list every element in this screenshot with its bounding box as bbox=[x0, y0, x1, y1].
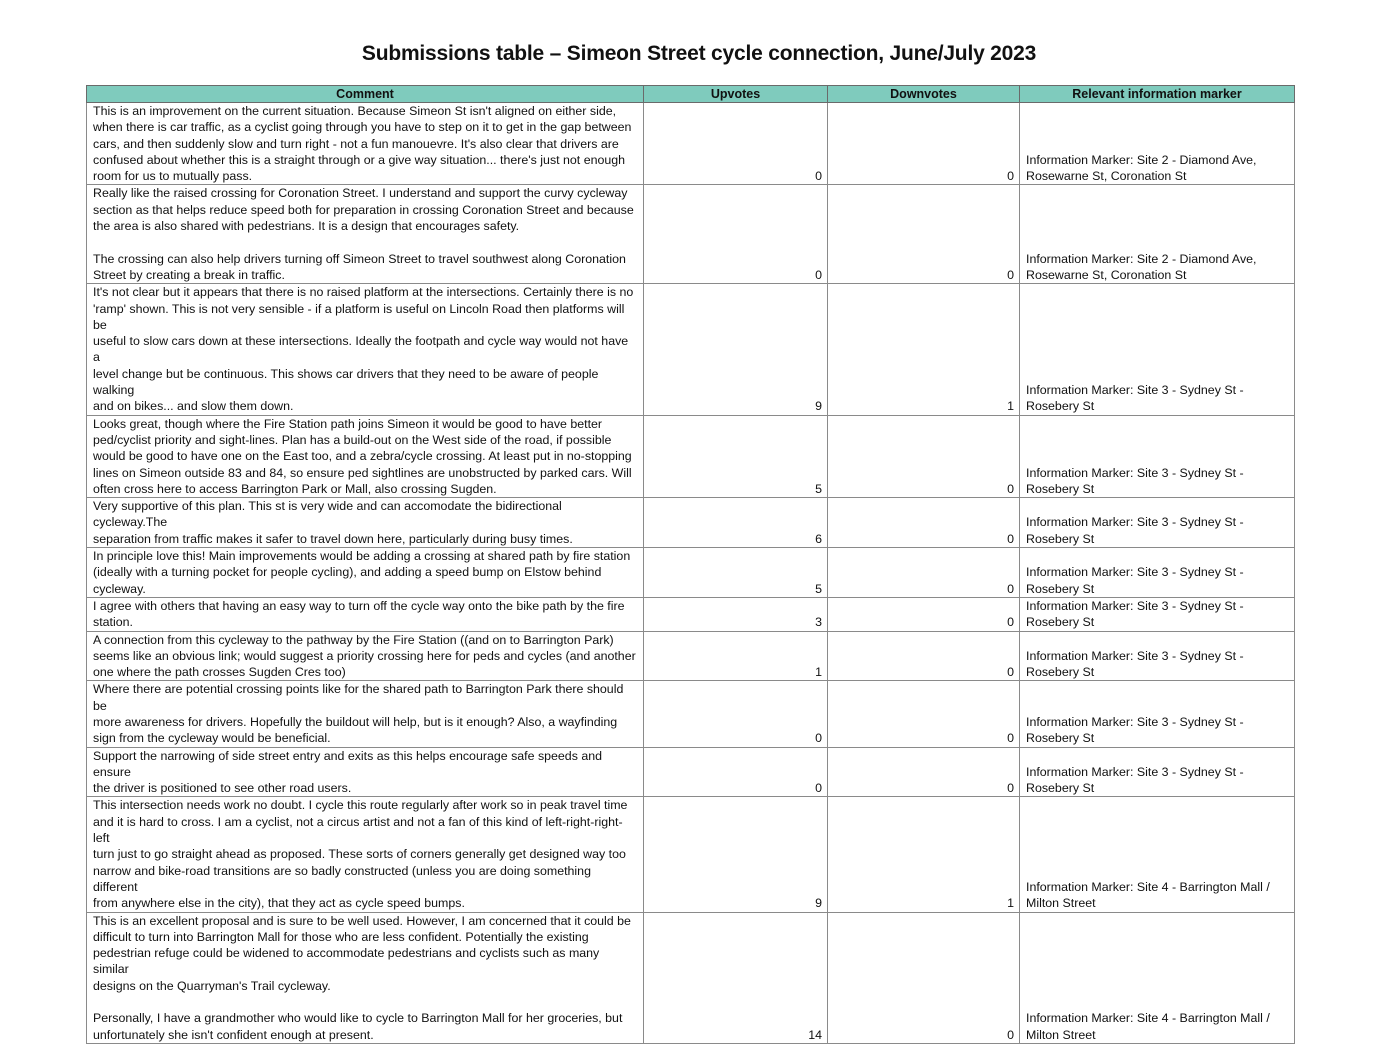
table-row bbox=[87, 415, 1295, 497]
downvotes-cell: 0 bbox=[828, 681, 1020, 747]
comment-cell: It's not clear but it appears that there is no raised platform at the intersections. Certainly there is no 'ramp' shown. This is not very sensible - if a platform is useful on Lincoln Road then platforms will be useful to slow cars down at these intersections. Ideally the footpath and cycle way would not have a level change but be continuous. This shows car drivers that they need to be aware of people walking and on bikes... and slow them down. bbox=[87, 284, 644, 415]
downvotes-cell: 0 bbox=[828, 597, 1020, 631]
comment-cell: I agree with others that having an easy way to turn off the cycle way onto the bike path by the fire station. bbox=[87, 597, 644, 631]
comment-cell: Looks great, though where the Fire Station path joins Simeon it would be good to have better ped/cyclist priority and sight-lines. Plan has a build-out on the West side of the road, if possible would be good to have one on the East too, and a zebra/cycle crossing. At least put in no-stopping lines on Simeon outside 83 and 84, so ensure ped sightlines are unobstructed by parked cars. Will often cross here to access Barrington Park or Mall, also crossing Sugden. bbox=[87, 415, 644, 497]
header-marker: Relevant information marker bbox=[1020, 86, 1295, 103]
comment-cell: Support the narrowing of side street entry and exits as this helps encourage safe speeds and ensure the driver is positioned to see other road users. bbox=[87, 747, 644, 797]
table-row bbox=[87, 797, 1295, 912]
marker-cell: Information Marker: Site 3 - Sydney St - Rosebery St bbox=[1020, 681, 1295, 747]
upvotes-cell: 3 bbox=[644, 597, 828, 631]
marker-cell: Information Marker: Site 3 - Sydney St - Rosebery St bbox=[1020, 415, 1295, 497]
marker-cell: Information Marker: Site 4 - Barrington Mall / Milton Street bbox=[1020, 912, 1295, 1043]
marker-cell: Information Marker: Site 3 - Sydney St - Rosebery St bbox=[1020, 548, 1295, 598]
upvotes-cell: 1 bbox=[644, 631, 828, 681]
downvotes-cell: 1 bbox=[828, 797, 1020, 912]
downvotes-cell: 0 bbox=[828, 912, 1020, 1043]
upvotes-cell: 9 bbox=[644, 797, 828, 912]
comment-cell: Really like the raised crossing for Coronation Street. I understand and support the curvy cycleway section as that helps reduce speed both for preparation in crossing Coronation Street and because the area is also shared with pedestrians. It is a design that encourages safety. The crossing can also help drivers turning off Simeon Street to travel southwest along Coronation Street by creating a break in traffic. bbox=[87, 185, 644, 284]
downvotes-cell: 0 bbox=[828, 103, 1020, 185]
comment-cell: This is an excellent proposal and is sure to be well used. However, I am concerned that it could be difficult to turn into Barrington Mall for those who are less confident. Potentially the existing pedestrian refuge could be widened to accommodate pedestrians and cyclists such as many similar designs on the Quarryman's Trail cycleway. Personally, I have a grandmother who would like to cycle to Barrington Mall for her groceries, but unfortunately she isn't confident enough at present. bbox=[87, 912, 644, 1043]
comment-cell: In principle love this! Main improvements would be adding a crossing at shared path by fire station (ideally with a turning pocket for people cycling), and adding a speed bump on Elstow behind cycleway. bbox=[87, 548, 644, 598]
table-row bbox=[87, 284, 1295, 415]
upvotes-cell: 0 bbox=[644, 681, 828, 747]
table-row bbox=[87, 631, 1295, 681]
comment-cell: A connection from this cycleway to the pathway by the Fire Station ((and on to Barrington Park) seems like an obvious link; would suggest a priority crossing here for peds and cycles (and another one where the path crosses Sugden Cres too) bbox=[87, 631, 644, 681]
downvotes-cell: 0 bbox=[828, 631, 1020, 681]
upvotes-cell: 5 bbox=[644, 548, 828, 598]
downvotes-cell: 0 bbox=[828, 498, 1020, 548]
upvotes-cell: 0 bbox=[644, 185, 828, 284]
table-row bbox=[87, 747, 1295, 797]
upvotes-cell: 14 bbox=[644, 912, 828, 1043]
downvotes-cell: 1 bbox=[828, 284, 1020, 415]
table-row bbox=[87, 498, 1295, 548]
upvotes-cell: 9 bbox=[644, 284, 828, 415]
marker-cell: Information Marker: Site 4 - Barrington Mall / Milton Street bbox=[1020, 797, 1295, 912]
downvotes-cell: 0 bbox=[828, 747, 1020, 797]
comment-cell: Where there are potential crossing points like for the shared path to Barrington Park there should be more awareness for drivers. Hopefully the buildout will help, but is it enough? Also, a wayfinding sign from the cycleway would be beneficial. bbox=[87, 681, 644, 747]
marker-cell: Information Marker: Site 3 - Sydney St - Rosebery St bbox=[1020, 747, 1295, 797]
marker-cell: Information Marker: Site 2 - Diamond Ave, Rosewarne St, Coronation St bbox=[1020, 103, 1295, 185]
marker-cell: Information Marker: Site 3 - Sydney St - Rosebery St bbox=[1020, 498, 1295, 548]
downvotes-cell: 0 bbox=[828, 415, 1020, 497]
marker-cell: Information Marker: Site 2 - Diamond Ave, Rosewarne St, Coronation St bbox=[1020, 185, 1295, 284]
upvotes-cell: 5 bbox=[644, 415, 828, 497]
table-row bbox=[87, 912, 1295, 1043]
table-row bbox=[87, 103, 1295, 185]
upvotes-cell: 6 bbox=[644, 498, 828, 548]
submissions-table bbox=[86, 85, 1295, 1044]
header-downvotes: Downvotes bbox=[828, 86, 1020, 103]
upvotes-cell: 0 bbox=[644, 103, 828, 185]
table-row bbox=[87, 185, 1295, 284]
downvotes-cell: 0 bbox=[828, 185, 1020, 284]
comment-cell: This is an improvement on the current situation. Because Simeon St isn't aligned on either side, when there is car traffic, as a cyclist going through you have to step on it to get in the gap between cars, and then suddenly slow and turn right - not a fun manouevre. It's also clear that drivers are confused about whether this is a straight through or a give way situation... there's just not enough room for us to mutually pass. bbox=[87, 103, 644, 185]
header-row bbox=[87, 86, 1295, 103]
marker-cell: Information Marker: Site 3 - Sydney St - Rosebery St bbox=[1020, 284, 1295, 415]
upvotes-cell: 0 bbox=[644, 747, 828, 797]
page-title: Submissions table – Simeon Street cycle connection, June/July 2023 bbox=[361, 42, 1037, 65]
comment-cell: Very supportive of this plan. This st is very wide and can accomodate the bidirectional cycleway.The separation from traffic makes it safer to travel down here, particularly during busy times. bbox=[87, 498, 644, 548]
comment-cell: This intersection needs work no doubt. I cycle this route regularly after work so in peak travel time and it is hard to cross. I am a cyclist, not a circus artist and not a fan of this kind of left-right-right-left turn just to go straight ahead as proposed. These sorts of corners generally get designed way too narrow and bike-road transitions are so badly constructed (unless you are doing something different from anywhere else in the city), that they act as cycle speed bumps. bbox=[87, 797, 644, 912]
header-comment: Comment bbox=[87, 86, 644, 103]
table-row bbox=[87, 597, 1295, 631]
table-row bbox=[87, 681, 1295, 747]
marker-cell: Information Marker: Site 3 - Sydney St - Rosebery St bbox=[1020, 597, 1295, 631]
header-upvotes: Upvotes bbox=[644, 86, 828, 103]
downvotes-cell: 0 bbox=[828, 548, 1020, 598]
table-row bbox=[87, 548, 1295, 598]
marker-cell: Information Marker: Site 3 - Sydney St - Rosebery St bbox=[1020, 631, 1295, 681]
